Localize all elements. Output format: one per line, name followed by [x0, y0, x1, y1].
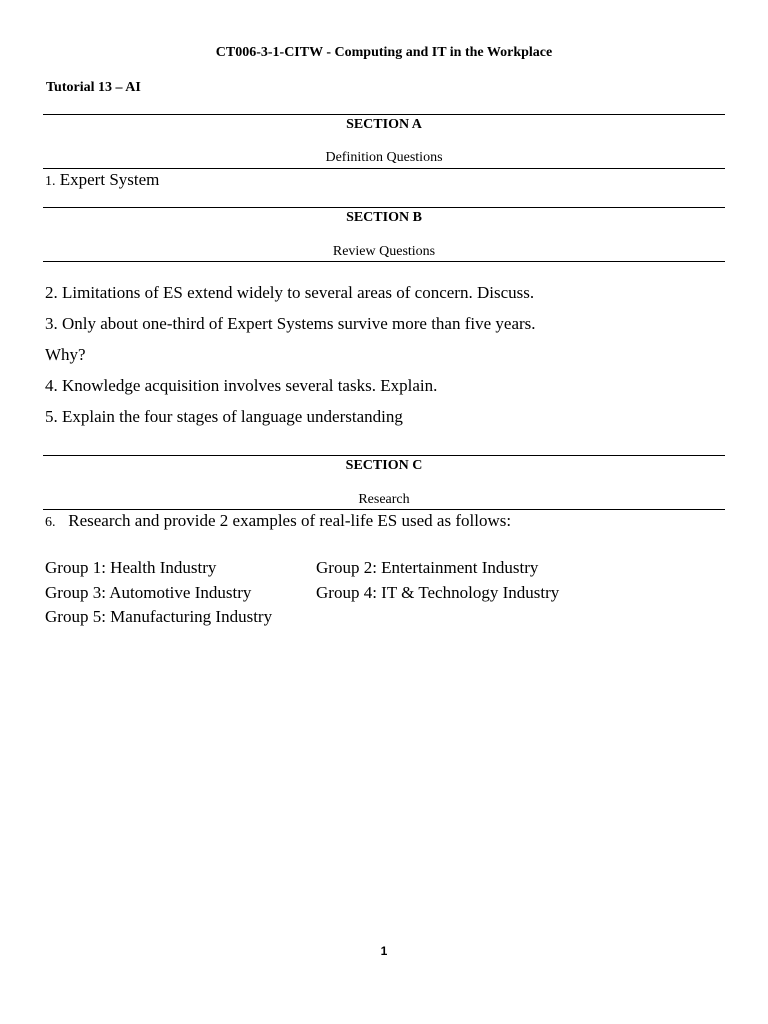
- question-3: 3. Only about one-third of Expert Systems survive more than five years.: [45, 314, 536, 333]
- group-item: Group 2: Entertainment Industry: [316, 558, 539, 577]
- question-text: Expert System: [59, 170, 160, 189]
- question-1: [45, 170, 159, 190]
- group-item: Group 5: Manufacturing Industry: [45, 607, 273, 626]
- course-title: CT006-3-1-CITW - Computing and IT in the Workplace: [215, 45, 553, 60]
- section-a-subtitle: Definition Questions: [325, 150, 443, 165]
- question-4: 4. Knowledge acquisition involves several tasks. Explain.: [45, 376, 438, 395]
- section-a-title: SECTION A: [346, 117, 422, 132]
- question-5: 5. Explain the four stages of language understanding: [45, 407, 403, 426]
- question-2: 2. Limitations of ES extend widely to several areas of concern. Discuss.: [45, 283, 535, 302]
- divider-line: [43, 509, 725, 510]
- question-number: 6.: [45, 515, 56, 530]
- question-text: Research and provide 2 examples of real-life ES used as follows:: [68, 511, 512, 530]
- question-number: 1.: [45, 174, 56, 189]
- divider-line: [43, 455, 725, 456]
- section-c-title: SECTION C: [345, 458, 423, 473]
- divider-line: [43, 114, 725, 115]
- section-b-subtitle: Review Questions: [332, 244, 436, 259]
- group-item: Group 4: IT & Technology Industry: [316, 583, 560, 602]
- divider-line: [43, 207, 725, 208]
- group-item: Group 3: Automotive Industry: [45, 583, 252, 602]
- question-6: [45, 511, 511, 531]
- section-b-title: SECTION B: [346, 210, 422, 225]
- section-c-subtitle: Research: [358, 492, 410, 507]
- group-item: Group 1: Health Industry: [45, 558, 217, 577]
- divider-line: [43, 261, 725, 262]
- tutorial-title: Tutorial 13 – AI: [46, 80, 141, 95]
- page-number: 1: [380, 944, 388, 958]
- divider-line: [43, 168, 725, 169]
- question-3-continued: Why?: [45, 345, 86, 364]
